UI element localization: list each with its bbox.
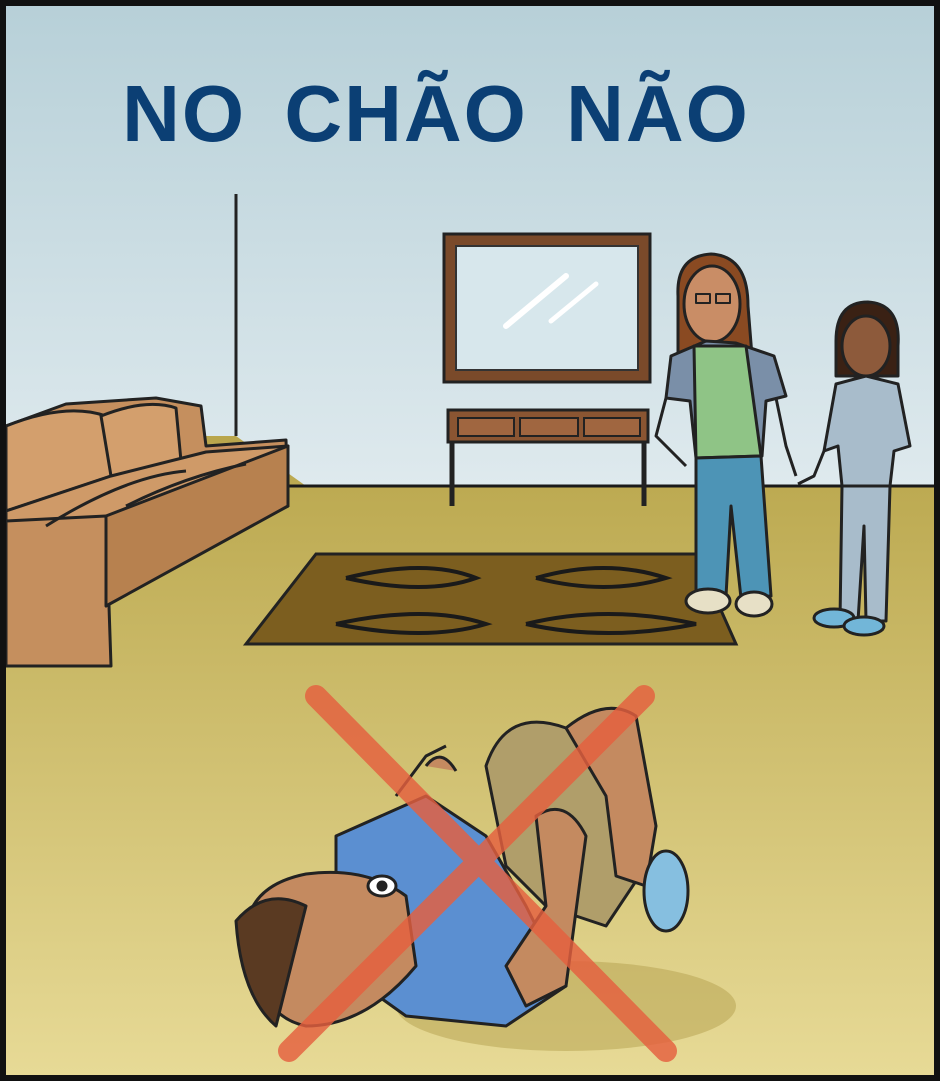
rug <box>246 554 736 644</box>
scene-illustration <box>6 6 934 1075</box>
page-title: NO CHÃO NÃO <box>122 69 750 158</box>
wall-mirror <box>444 234 650 382</box>
